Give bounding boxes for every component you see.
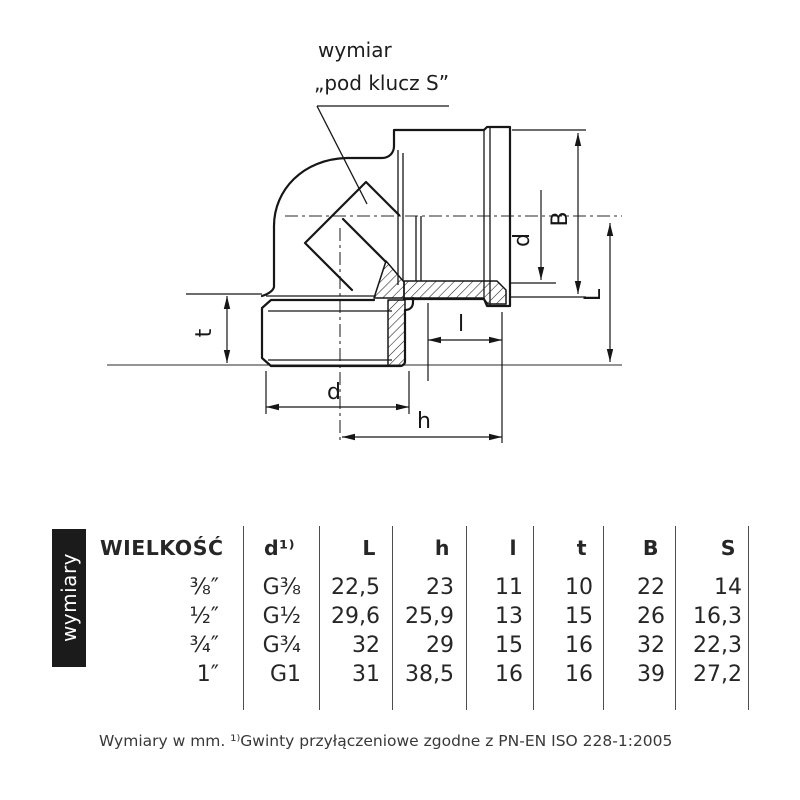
dim-l — [428, 303, 502, 381]
cell-d: G¾ — [262, 633, 301, 658]
socket-face-lines — [398, 150, 403, 285]
hatch-throat — [374, 261, 404, 298]
dim-d-bottom — [266, 371, 409, 414]
header-wielkosc: WIELKOŚĆ — [100, 536, 224, 560]
column-separator — [319, 526, 320, 710]
dim-t-label: t — [192, 328, 217, 338]
cell-l: 15 — [495, 633, 523, 658]
cell-t: 16 — [565, 662, 593, 687]
cell-L: 32 — [352, 633, 380, 658]
cell-S: 22,3 — [693, 633, 742, 658]
cell-size: 1″ — [196, 662, 219, 687]
cell-l: 11 — [495, 575, 523, 600]
cell-L: 31 — [352, 662, 380, 687]
cell-B: 39 — [637, 662, 665, 687]
callout-line2: „pod klucz S” — [314, 71, 450, 95]
cell-h: 25,9 — [405, 604, 454, 629]
cell-size: ½″ — [189, 604, 219, 629]
dim-d-right-label: d — [510, 233, 535, 247]
header-L: L — [362, 536, 376, 560]
dimensions-table — [92, 526, 749, 710]
cell-S: 14 — [714, 575, 742, 600]
header-B: B — [642, 536, 659, 560]
header-h: h — [434, 536, 450, 560]
cell-S: 27,2 — [693, 662, 742, 687]
dim-h — [342, 312, 502, 443]
header-t: t — [576, 536, 587, 560]
cell-l: 16 — [495, 662, 523, 687]
hatch-male-thread-wall — [388, 300, 405, 366]
cell-h: 29 — [426, 633, 454, 658]
cell-h: 23 — [426, 575, 454, 600]
column-separator — [675, 526, 676, 710]
dim-h-label: h — [417, 409, 431, 434]
cell-S: 16,3 — [693, 604, 742, 629]
side-banner-wymiary — [52, 529, 86, 667]
cell-d: G1 — [269, 662, 301, 687]
elbow-body — [262, 127, 510, 366]
dim-d-bottom-label: d — [327, 380, 341, 405]
column-separator — [392, 526, 393, 710]
male-thread-lines — [268, 311, 392, 360]
hatch-socket-wall — [404, 281, 506, 304]
dim-l-label: l — [457, 312, 465, 337]
column-separator — [243, 526, 244, 710]
header-l: l — [509, 536, 517, 560]
cell-size: ¾″ — [189, 633, 219, 658]
dim-d-right — [509, 190, 556, 283]
header-d: d¹⁾ — [263, 536, 295, 560]
column-separator — [748, 526, 749, 710]
side-banner-label: wymiary — [57, 553, 81, 643]
dim-L-label: L — [581, 288, 606, 302]
cell-l: 13 — [495, 604, 523, 629]
cell-size: ⅜″ — [189, 575, 219, 600]
column-separator — [533, 526, 534, 710]
cell-t: 10 — [565, 575, 593, 600]
footnote: Wymiary w mm. ¹⁾Gwinty przyłączeniowe zgodne z PN-EN ISO 228-1:2005 — [99, 732, 673, 750]
cell-B: 32 — [637, 633, 665, 658]
column-separator — [603, 526, 604, 710]
cell-d: G⅜ — [262, 575, 301, 600]
cell-t: 15 — [565, 604, 593, 629]
cell-L: 29,6 — [331, 604, 380, 629]
section-hatch — [374, 261, 506, 366]
dim-B-label: B — [548, 211, 573, 227]
dim-t — [186, 294, 262, 363]
dim-L — [581, 223, 610, 362]
wrench-size-callout — [314, 38, 449, 204]
cell-B: 22 — [637, 575, 665, 600]
column-separator — [466, 526, 467, 710]
female-thread-lines — [416, 216, 421, 281]
header-S: S — [720, 536, 736, 560]
cell-d: G½ — [262, 604, 301, 629]
cell-B: 26 — [637, 604, 665, 629]
callout-line1: wymiar — [318, 38, 392, 62]
cell-t: 16 — [565, 633, 593, 658]
cell-L: 22,5 — [331, 575, 380, 600]
cell-h: 38,5 — [405, 662, 454, 687]
dim-B — [510, 130, 586, 297]
